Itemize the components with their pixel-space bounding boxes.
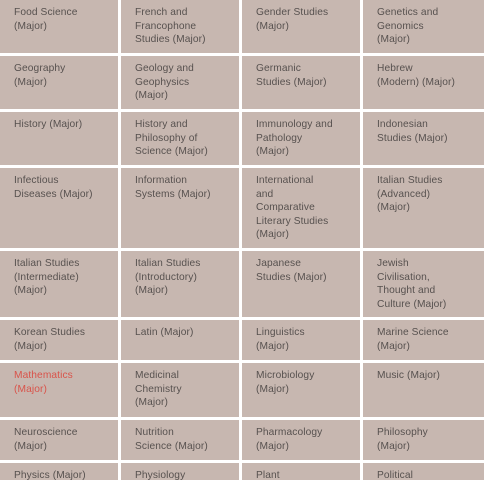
major-tile[interactable] [0, 463, 121, 483]
major-tile-label: Philosophy (Major) [377, 427, 428, 452]
major-tile-label: History (Major) [14, 119, 83, 130]
major-tile-label: Food Science (Major) [14, 7, 78, 32]
major-tile-label: Germanic Studies (Major) [256, 63, 327, 88]
major-tile-label: Geography (Major) [14, 63, 66, 88]
major-tile-label: Korean Studies (Major) [14, 327, 86, 352]
major-tile[interactable] [242, 112, 363, 168]
major-tile-label: Microbiology (Major) [256, 370, 315, 395]
major-tile-label: International and Comparative Literary Studies (Major) [256, 175, 329, 240]
major-tile-label: Marine Science (Major) [377, 327, 449, 352]
major-tile-label: Linguistics (Major) [256, 327, 305, 352]
major-tile-label: Medicinal Chemistry (Major) [135, 370, 182, 408]
major-tile[interactable] [363, 0, 484, 56]
major-tile-label: Music (Major) [377, 370, 440, 381]
major-tile[interactable] [121, 0, 242, 56]
major-tile-label: Political [377, 470, 414, 481]
major-tile[interactable] [363, 112, 484, 168]
major-tile[interactable] [0, 251, 121, 320]
major-tile-label: Plant [256, 470, 280, 481]
major-tile[interactable] [0, 0, 121, 56]
major-tile[interactable] [242, 56, 363, 112]
major-tile[interactable] [363, 463, 484, 483]
major-tile[interactable] [0, 56, 121, 112]
major-tile-label: Geology and Geophysics (Major) [135, 63, 194, 101]
major-tile[interactable] [121, 56, 242, 112]
major-tile[interactable] [242, 420, 363, 463]
major-tile-label: History and Philosophy of Science (Major) [135, 119, 208, 157]
major-tile[interactable] [121, 168, 242, 251]
major-tile[interactable] [121, 420, 242, 463]
major-tile[interactable] [0, 363, 121, 420]
major-tile[interactable] [363, 168, 484, 251]
major-tile-label: Mathematics (Major) [14, 370, 73, 395]
major-tile-label: Pharmacology (Major) [256, 427, 323, 452]
major-tile[interactable] [363, 251, 484, 320]
major-tile-label: Italian Studies (Intermediate) (Major) [14, 258, 80, 296]
major-tile[interactable] [363, 420, 484, 463]
major-tile-label: Physics (Major) [14, 470, 86, 481]
major-tile-label: Italian Studies (Advanced) (Major) [377, 175, 443, 213]
major-tile[interactable] [363, 320, 484, 363]
major-tile-label: French and Francophone Studies (Major) [135, 7, 206, 45]
major-tile-label: Information Systems (Major) [135, 175, 211, 200]
major-tile[interactable] [242, 363, 363, 420]
major-tile[interactable] [363, 363, 484, 420]
major-tile[interactable] [121, 363, 242, 420]
major-tile[interactable] [0, 168, 121, 251]
major-tile[interactable] [242, 320, 363, 363]
major-tile[interactable] [0, 320, 121, 363]
major-tile-label: Jewish Civilisation, Thought and Culture (Major) [377, 258, 447, 310]
major-tile[interactable] [242, 251, 363, 320]
major-tile[interactable] [121, 463, 242, 483]
major-tile-label: Latin (Major) [135, 327, 194, 338]
major-tile-label: Physiology [135, 470, 186, 481]
major-tile-label: Italian Studies (Introductory) (Major) [135, 258, 201, 296]
major-tile[interactable] [242, 168, 363, 251]
major-tile[interactable] [121, 112, 242, 168]
major-tile[interactable] [121, 251, 242, 320]
major-tile-label: Hebrew (Modern) (Major) [377, 63, 456, 88]
major-tile-label: Immunology and Pathology (Major) [256, 119, 333, 157]
major-tile-label: Gender Studies (Major) [256, 7, 329, 32]
major-tile-label: Nutrition Science (Major) [135, 427, 208, 452]
major-tile[interactable] [242, 0, 363, 56]
major-tile[interactable] [0, 112, 121, 168]
major-tile-label: Neuroscience (Major) [14, 427, 78, 452]
major-tile-label: Infectious Diseases (Major) [14, 175, 93, 200]
major-tile[interactable] [121, 320, 242, 363]
major-tile[interactable] [363, 56, 484, 112]
major-tile[interactable] [242, 463, 363, 483]
major-tile-label: Genetics and Genomics (Major) [377, 7, 439, 45]
major-tile-label: Indonesian Studies (Major) [377, 119, 448, 144]
major-tile[interactable] [0, 420, 121, 463]
major-tile-label: Japanese Studies (Major) [256, 258, 327, 283]
